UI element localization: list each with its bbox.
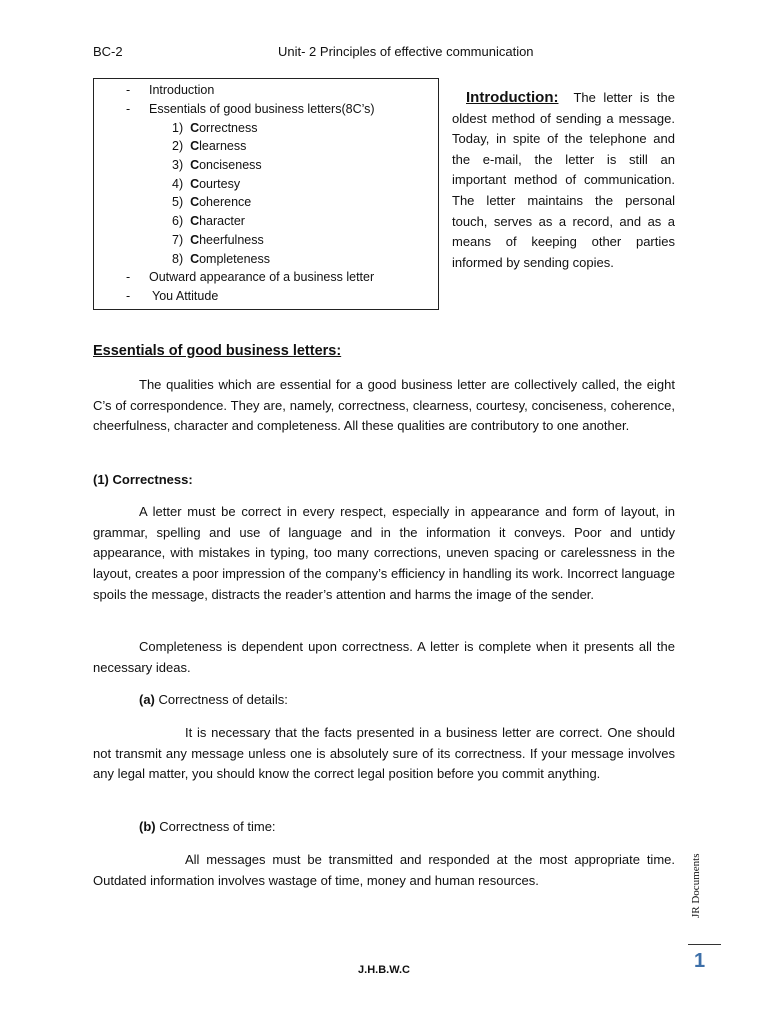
correctness-of-details-heading: (a) Correctness of details: <box>139 692 288 707</box>
time-paragraph: All messages must be transmitted and responded at the most appropriate time. Outdated information involves wastage of time, money and human resources. <box>93 852 675 888</box>
jr-documents-label: JR Documents <box>690 853 702 918</box>
toc-bullet: - <box>126 270 131 284</box>
toc-subitem: 5) Coherence <box>172 195 252 209</box>
correctness-of-time-heading: (b) Correctness of time: <box>139 819 276 834</box>
correctness-heading: (1) Correctness: <box>93 472 193 487</box>
toc-item-outward-appearance: Outward appearance of a business letter <box>149 270 375 284</box>
toc-bullet: - <box>126 83 131 97</box>
toc-item-introduction: Introduction <box>149 83 215 97</box>
toc-subitem: 7) Cheerfulness <box>172 233 264 247</box>
page-number-rule <box>688 944 721 945</box>
contents-box <box>93 78 439 310</box>
toc-subitem: 3) Conciseness <box>172 158 262 172</box>
toc-item-essentials: Essentials of good business letters(8C’s) <box>149 102 375 116</box>
header-left-code: BC-2 <box>93 44 123 59</box>
toc-subitem: 8) Completeness <box>172 252 270 266</box>
toc-subitem: 1) Correctness <box>172 121 258 135</box>
header-unit-title: Unit- 2 Principles of effective communication <box>278 44 534 59</box>
essentials-paragraph: The qualities which are essential for a good business letter are collectively called, the eight C’s of correspondence. They are, namely, correctness, clearness, courtesy, conciseness, coherence, cheerfulness, character and completeness. All these qualities are contributory to one another. <box>93 377 675 434</box>
section-heading: Essentials of good business letters: <box>93 343 342 359</box>
details-paragraph: It is necessary that the facts presented in a business letter are correct. One should not transmit any message unless one is absolutely sure of its correctness. If your message involves any legal matter, you should know the correct legal position before you commit anything. <box>93 725 675 782</box>
toc-bullet: - <box>126 102 131 116</box>
footer-college-code: J.H.B.W.C <box>358 964 410 976</box>
completeness-paragraph: Completeness is dependent upon correctness. A letter is complete when it presents all the necessary ideas. <box>93 639 675 675</box>
introduction-text: The letter is the oldest method of sending a message. Today, in spite of the telephone and the e-mail, the letter is still an important method of communication. The letter maintains the personal touch, serves as a record, and as a means of keeping other parties informed by sending copies. <box>452 90 675 270</box>
toc-subitem: 6) Character <box>172 214 245 228</box>
introduction-paragraph <box>452 88 675 273</box>
toc-subitem: 2) Clearness <box>172 139 247 153</box>
toc-item-you-attitude: You Attitude <box>152 289 219 303</box>
correctness-paragraph: A letter must be correct in every respect, especially in appearance and form of layout, in grammar, spelling and use of language and in the information it conveys. Poor and untidy appearance, with mistakes in typing, too many corrections, uneven spacing or carelessness in the layout, creates a poor impression of the company’s efficiency in handling its work. Incorrect language spoils the message, distracts the reader’s attention and harms the image of the sender. <box>93 504 675 602</box>
toc-bullet: - <box>126 289 131 303</box>
introduction-heading: Introduction: <box>466 89 559 106</box>
toc-subitem: 4) Courtesy <box>172 177 241 191</box>
page-number: 1 <box>694 950 706 972</box>
